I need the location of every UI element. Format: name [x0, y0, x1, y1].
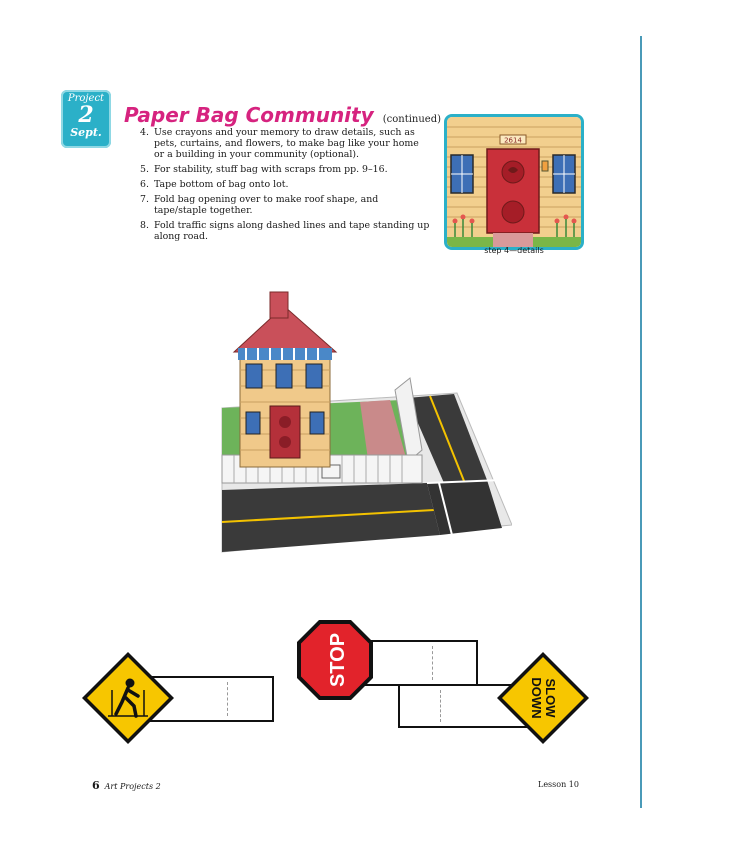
slow-sign-line1: SLOW — [543, 678, 558, 718]
step-item — [140, 220, 430, 242]
step-text: For stability, stuff bag with scraps from pp. 9–16. — [154, 164, 388, 175]
slow-down-sign — [495, 650, 591, 746]
paper-bag-house-model — [212, 290, 512, 575]
step4-detail-photo — [444, 114, 584, 250]
step-text: Fold bag opening over to make roof shape, and tape/staple together. — [154, 194, 379, 216]
house-front-illustration — [447, 117, 581, 247]
step-number: 6. — [140, 179, 149, 190]
title-main: Paper Bag Community — [124, 103, 374, 127]
step-text: Fold traffic signs along dashed lines and tape standing up along road. — [154, 220, 430, 242]
step-item — [140, 164, 430, 175]
lesson-label: Lesson 10 — [538, 780, 579, 789]
step-item — [140, 127, 430, 160]
page-number: 6 — [92, 779, 100, 792]
house-number: 2614 — [504, 136, 522, 145]
title-continued: (continued) — [382, 114, 442, 125]
step-number: 5. — [140, 164, 149, 175]
step-number: 4. — [140, 127, 149, 138]
page-edge-rule — [640, 36, 642, 808]
footer-left — [92, 779, 161, 792]
pedestrian-crossing-sign — [80, 650, 176, 746]
slow-sign-line2: DOWN — [529, 677, 544, 719]
step-number: 7. — [140, 194, 149, 205]
stop-sign — [295, 618, 375, 702]
page-title — [124, 103, 441, 127]
badge-label: Project — [67, 93, 105, 104]
step-text: Tape bottom of bag onto lot. — [154, 179, 289, 190]
step-item — [140, 194, 430, 216]
book-title: Art Projects 2 — [104, 782, 161, 791]
badge-number: 2 — [78, 102, 94, 128]
step-item — [140, 179, 430, 190]
badge-month: Sept. — [70, 126, 102, 139]
stop-sign-fold-tab — [360, 640, 478, 686]
step-text: Use crayons and your memory to draw details, such as pets, curtains, and flowers, to make bag like your home or a building in your community (optional). — [154, 127, 419, 160]
steps-list — [140, 127, 430, 246]
step-number: 8. — [140, 220, 149, 231]
stop-sign-text: STOP — [327, 632, 349, 688]
project-badge — [61, 90, 111, 148]
photo-caption: step 4—details — [484, 246, 544, 255]
